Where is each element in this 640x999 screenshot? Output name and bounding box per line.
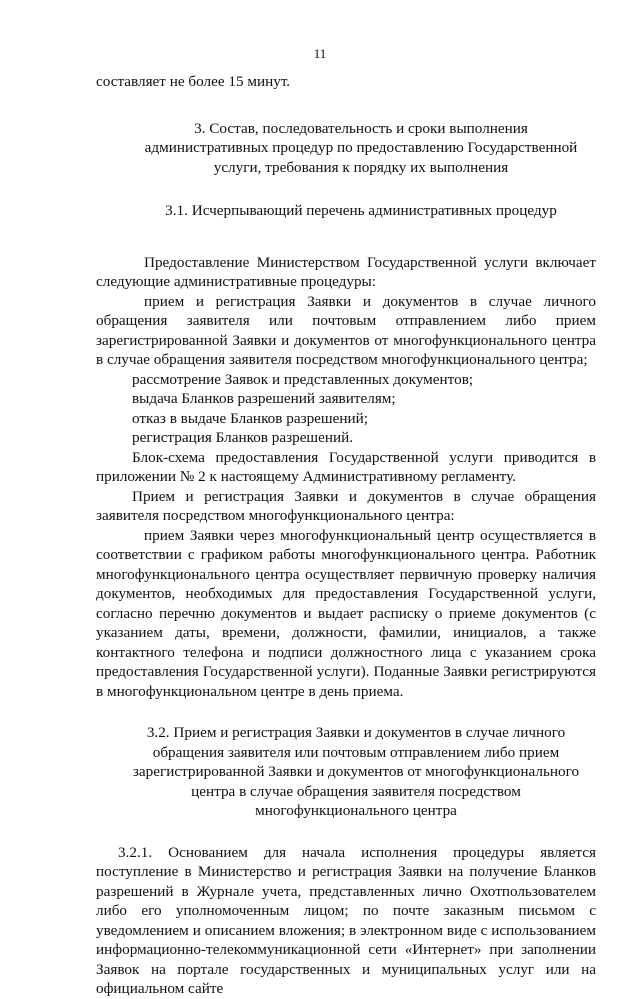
page-number: 11: [313, 46, 327, 61]
list-item-3: выдача Бланков разрешений заявителям;: [132, 390, 396, 407]
paragraph-mfc-intro: Прием и регистрация Заявки и документов в случае обращения заявителя посредством многофункционального центра:: [96, 487, 596, 524]
list-item-5: регистрация Бланков разрешений.: [132, 429, 354, 446]
document-body: [96, 72, 596, 999]
list-item-1: прием и регистрация Заявки и документов в случае личного обращения заявителя или почтовым отправлением либо прием зарегистрированной Заявки и документов от многофункционального центра в случае обращения заявителя посредством многофункционального центра;: [96, 292, 596, 368]
intro-line: составляет не более 15 минут.: [96, 73, 291, 90]
paragraph-mfc-details: прием Заявки через многофункциональный центр осуществляется в соответствии с графиком работы многофункционального центра. Работник многофункционального центра осуществляет первичную проверку наличия документов, необходимых для предоставления Государственной услуги, согласно перечню документов и выдает расписку о приеме документов (с указанием даты, времени, должности, фамилии, инициалов, а также контактного телефона и подписи должностного лица с указанием срока предоставления Государственной услуги). Поданные Заявки регистрируются в многофункциональном центре в день приема.: [96, 526, 596, 700]
section-3-2-heading: 3.2. Прием и регистрация Заявки и документов в случае личного обращения заявителя или почтовым отправлением либо прием зарегистрированной Заявки и документов от многофункционального центра в случае обращения заявителя посредством многофункционального центра: [132, 724, 580, 819]
paragraph-3-2-1: 3.2.1. Основанием для начала исполнения процедуры является поступление в Министерство и регистрация Заявки на получение Бланков разрешений в Журнале учета, представленных лично Охотпользователем либо его уполномоченным лицом; по почте заказным письмом с уведомлением и описанием вложения; в электронном виде с использованием информационно-телекоммуникационной сети «Интернет» при заполнении Заявок на портале государственных и муниципальных услуг или на официальном сайте: [96, 843, 596, 997]
list-item-2: рассмотрение Заявок и представленных документов;: [132, 370, 474, 388]
list-item-4: отказ в выдаче Бланков разрешений;: [132, 409, 368, 427]
paragraph-block-scheme: Блок-схема предоставления Государственной услуги приводится в приложении № 2 к настоящему Административному регламенту.: [96, 448, 596, 485]
paragraph-procedures-intro: Предоставление Министерством Государственной услуги включает следующие административные процедуры:: [96, 253, 596, 290]
section-3-heading: 3. Состав, последовательность и сроки выполнения административных процедур по предоставлению Государственной услуги, требования к порядку их выполнения: [144, 119, 578, 176]
section-3-1-heading: 3.1. Исчерпывающий перечень административных процедур: [165, 202, 557, 219]
